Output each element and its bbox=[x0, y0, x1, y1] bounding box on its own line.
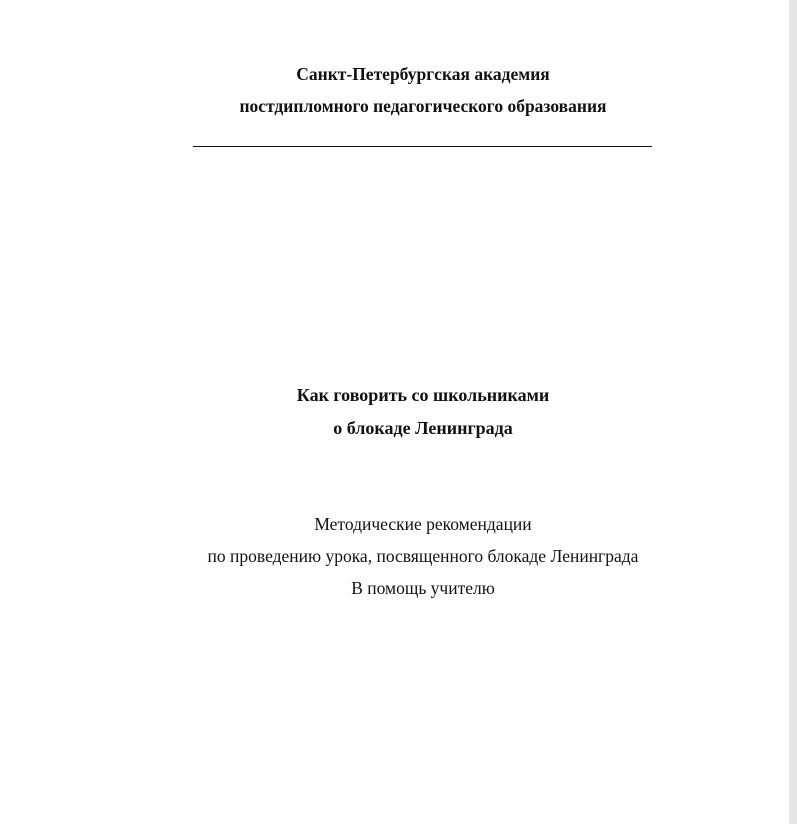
title-line-1: Как говорить со школьниками bbox=[296, 385, 550, 405]
institution-line-2: постдипломного педагогического образования bbox=[239, 96, 607, 116]
subtitle-line-3: В помощь учителю bbox=[351, 578, 495, 598]
subtitle-line-2: по проведению урока, посвященного блокаде Ленинграда bbox=[207, 546, 639, 566]
header-divider bbox=[193, 146, 652, 147]
institution-line-1: Санкт-Петербургская академия bbox=[296, 64, 550, 84]
page-scroll-edge[interactable] bbox=[789, 0, 797, 824]
subtitle-line-1: Методические рекомендации bbox=[314, 514, 532, 534]
title-line-2: о блокаде Ленинграда bbox=[333, 418, 513, 438]
